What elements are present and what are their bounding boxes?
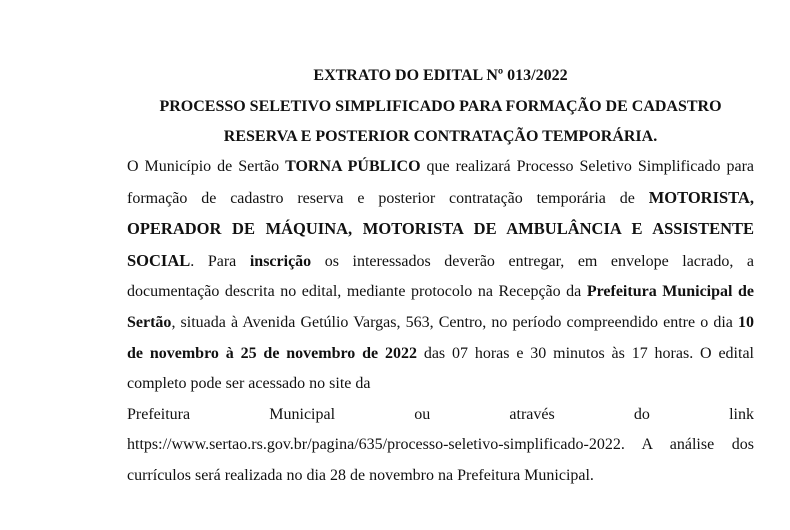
spread-word: ou (414, 405, 431, 423)
edital-document (127, 62, 754, 492)
prefeitura-name: Prefeitura Municipal de Sertão (127, 283, 754, 331)
edital-body (127, 152, 754, 400)
body-text-4: os interessados deverão entregar, em envelope lacrado, a documentação descrita no edital, mediante protocolo na Recepção da (127, 252, 754, 301)
edital-link-paragraph (127, 430, 754, 491)
process-title-line1: PROCESSO SELETIVO SIMPLIFICADO PARA FORMAÇÃO DE CADASTRO (159, 98, 722, 115)
process-title-line2: RESERVA E POSTERIOR CONTRATAÇÃO TEMPORÁRIA. (223, 128, 658, 145)
body-text-1: O Município de Sertão (127, 158, 286, 175)
registration-period: 10 de novembro à 25 de novembro de 2022 (127, 313, 754, 362)
spread-word: Municipal (269, 405, 336, 423)
torna-publico: TORNA PÚBLICO (285, 158, 421, 175)
spread-word: link (729, 405, 754, 423)
edital-link-text: https://www.sertao.rs.gov.br/pagina/635/processo-seletivo-simplificado-2022. A análise dos currículos será realizada no dia 28 de novembro na Prefeitura Municipal. (127, 436, 754, 484)
spread-word: do (633, 405, 650, 423)
spread-word: através (509, 405, 555, 423)
body-text-6: das 07 horas e 30 minutos às 17 horas. O edital completo pode ser acessado no site da (127, 344, 754, 393)
spread-word: Prefeitura (127, 405, 191, 423)
body-text-2: que realizará Processo Seletivo Simplificado para formação de cadastro reserva e posterior contratação temporária de (127, 158, 754, 207)
edital-title: EXTRATO DO EDITAL Nº 013/2022 (313, 67, 568, 84)
spread-line (127, 400, 754, 431)
inscricao: inscrição (249, 252, 312, 270)
body-text-5: , situada à Avenida Getúlio Vargas, 563, Centro, no período compreendido entre o dia (171, 313, 738, 331)
body-text-3: . Para (190, 252, 250, 270)
positions-list: MOTORISTA, OPERADOR DE MÁQUINA, MOTORISTA DE AMBULÂNCIA E ASSISTENTE SOCIAL (127, 187, 754, 270)
